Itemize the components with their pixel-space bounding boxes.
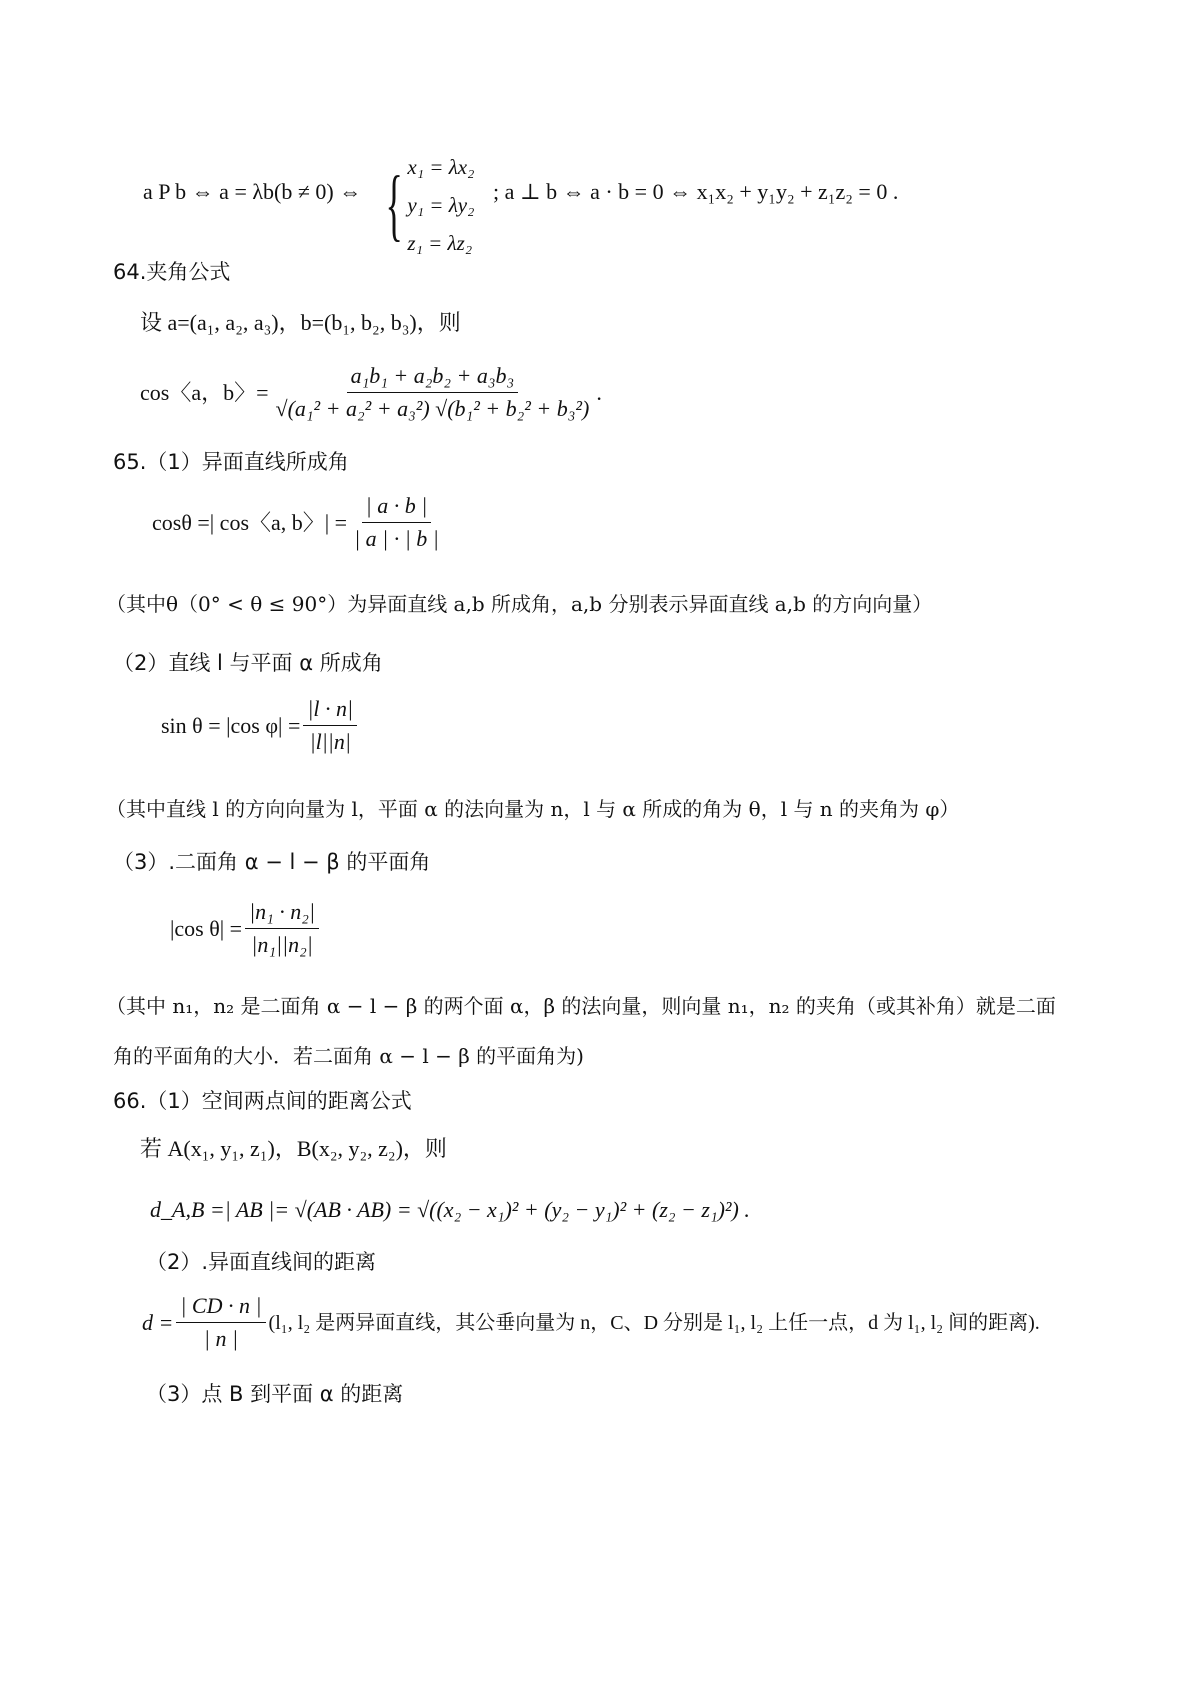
period: . [596,379,602,405]
system-eq-x: x₁ = λx₂ [407,155,475,179]
distance-fraction [176,1292,265,1353]
dihedral-numerator: |n₁ · n₂| [245,898,319,929]
heading-64: 64.夹角公式 [113,260,231,284]
left-brace: { [385,161,403,249]
system-equations [407,148,474,262]
skew-line-distance-formula [142,1292,1040,1353]
system-eq-z: z₁ = λz₂ [407,231,473,255]
heading-66-2: （2）.异面直线间的距离 [146,1250,377,1274]
dihedral-lhs: |cos θ| = [170,915,243,941]
distance-lhs: d = [142,1309,174,1335]
line-plane-angle-formula [161,695,360,756]
parallel-condition: a P b ⇔ a = λb(b ≠ 0) ⇔ [143,179,362,204]
component-system [375,148,474,262]
line-plane-numerator: |l · n| [303,695,357,726]
skew-angle-lhs: cosθ =| cos〈a, b〉| = [152,509,348,535]
dihedral-angle-formula [170,898,322,959]
heading-66-3: （3）点 B 到平面 α 的距离 [146,1382,404,1406]
system-eq-y: y₁ = λy₂ [407,193,475,217]
line-plane-denominator: |l||n| [309,729,351,754]
two-point-distance-formula: d_A,B =| AB |= √(AB · AB) = √((x₂ − x₁)² + (y₂ − y₁)² + (z₂ − z₁)²) . [150,1197,750,1222]
line-plane-lhs: sin θ = |cos φ| = [161,712,301,738]
perpendicular-condition: ; a ⊥ b ⇔ a · b = 0 ⇔ x₁x₂ + y₁y₂ + z₁z₂ = 0 . [493,179,899,204]
distance-numerator: | CD · n | [176,1292,265,1323]
dihedral-note-line1: （其中 n₁，n₂ 是二面角 α − l − β 的两个面 α，β 的法向量，则向量 n₁，n₂ 的夹角（或其补角）就是二面 [106,994,1056,1018]
line-plane-note: （其中直线 l 的方向向量为 l，平面 α 的法向量为 n，l 与 α 所成的角为 θ，l 与 n 的夹角为 φ） [106,797,960,821]
cos-formula-64 [140,362,602,423]
cos-fraction [272,362,594,423]
skew-angle-note: （其中θ（0° < θ ≤ 90°）为异面直线 a,b 所成角，a,b 分别表示异面直线 a,b 的方向向量） [106,592,933,616]
cos-denominator: √(a₁² + a₂² + a₃²) √(b₁² + b₂² + b₃²) [275,396,590,421]
dihedral-fraction [245,898,319,959]
skew-angle-numerator: | a · b | [362,492,432,523]
distance-note: (l₁, l₂ 是两异面直线，其公垂向量为 n，C、D 分别是 l₁, l₂ 上任一点，d 为 l₁, l₂ 间的距离). [268,1311,1040,1334]
points-setup-66: 若 A(x₁, y₁, z₁)，B(x₂, y₂, z₂)，则 [140,1136,447,1161]
heading-66-1: 66.（1）空间两点间的距离公式 [113,1089,412,1113]
distance-denominator: | n | [203,1326,238,1351]
line-plane-fraction [303,695,357,756]
cos-numerator: a₁b₁ + a₂b₂ + a₃b₃ [347,362,519,393]
cos-lhs: cos〈a，b〉= [140,379,269,405]
dihedral-note-line2: 角的平面角的大小．若二面角 α − l − β 的平面角为) [113,1044,584,1068]
skew-angle-formula [152,492,446,553]
heading-65-3: （3）.二面角 α − l − β 的平面角 [113,850,431,874]
heading-65-1: 65.（1）异面直线所成角 [113,450,349,474]
dihedral-denominator: |n₁||n₂| [251,932,313,957]
skew-angle-denominator: | a | · | b | [354,526,439,551]
skew-angle-fraction [350,492,443,553]
vector-setup-64: 设 a=(a₁, a₂, a₃)，b=(b₁, b₂, b₃)，则 [140,310,461,335]
heading-65-2: （2）直线 l 与平面 α 所成角 [113,651,383,675]
